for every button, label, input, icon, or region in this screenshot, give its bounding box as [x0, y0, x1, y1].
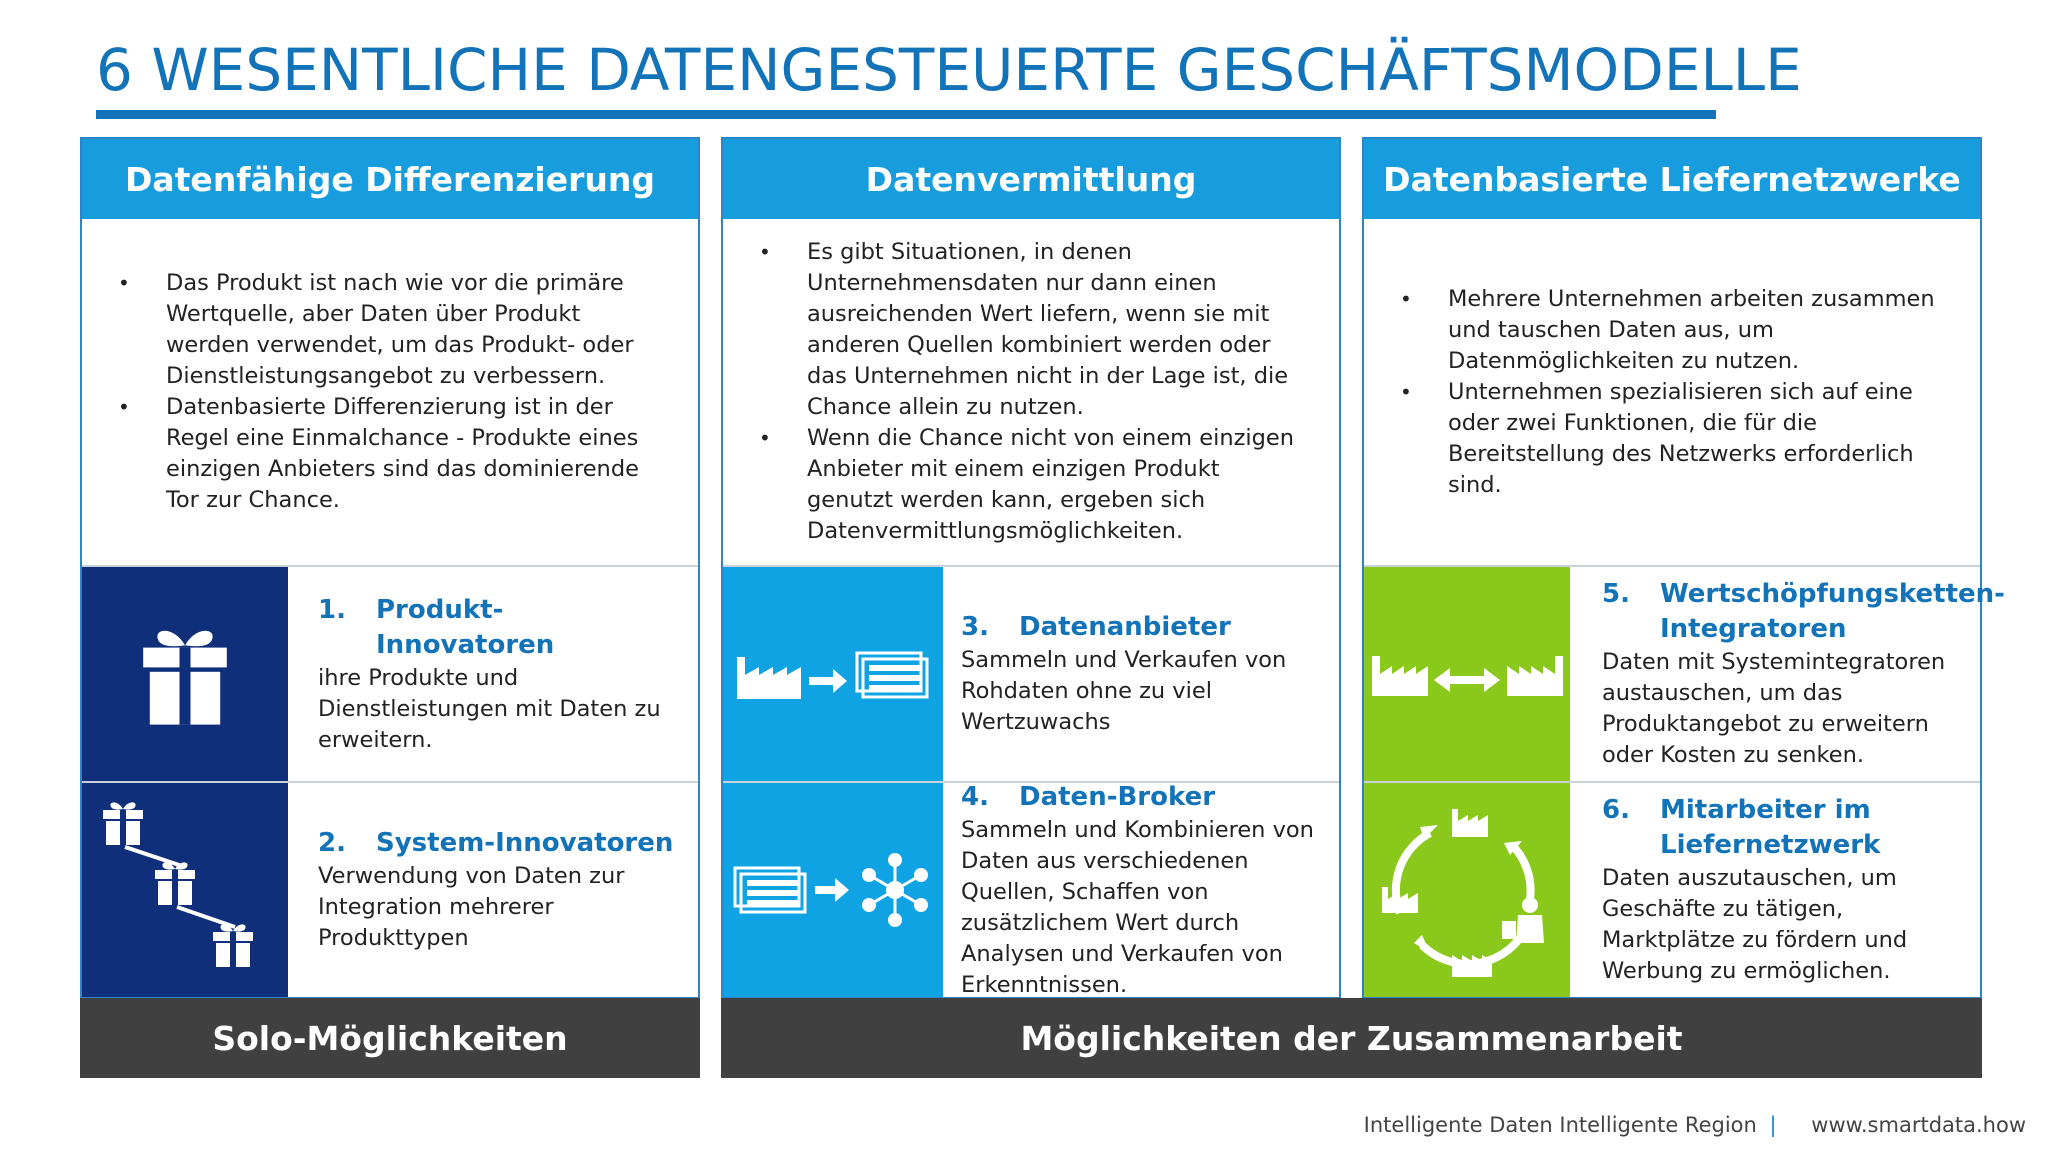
bullet-item: • Das Produkt ist nach wie vor die primäre Wertquelle, aber Daten über Produkt werden verwendet, um das Produkt- oder Dienstleistungsangebot zu verbessern. [118, 268, 658, 392]
title-underline [96, 110, 1716, 119]
bullet-item: • Unternehmen spezialisieren sich auf eine oder zwei Funktionen, die für die Bereitstellung des Netzwerks erforderlich sind. [1400, 377, 1940, 501]
footer-collaboration-bar: Möglichkeiten der Zusammenarbeit [721, 998, 1982, 1078]
model-title: 2. System-Innovatoren [318, 828, 674, 858]
model-row-2 [82, 781, 698, 997]
model-title: 6. Mitarbeiter im Liefernetzwerk [1602, 795, 1881, 860]
model-description: Verwendung von Daten zur Integration mehrerer Produkttypen [318, 863, 625, 951]
model-description: ihre Produkte und Dienstleistungen mit Daten zu erweitern. [318, 664, 661, 753]
bullet-item: • Wenn die Chance nicht von einem einzigen Anbieter mit einem einzigen Produkt genutzt werden kann, ergeben sich Datenvermittlungsmöglichkeiten. [759, 423, 1299, 547]
model-row-3 [723, 565, 1339, 781]
connected-gifts-icon [82, 783, 288, 997]
bullet-item: • Es gibt Situationen, in denen Unternehmensdaten nur dann einen ausreichenden Wert liefern, wenn sie mit anderen Quellen kombiniert werden oder das Unternehmen nicht in der Lage ist, die Chance allein zu nutzen. [759, 237, 1299, 423]
supply-cycle-icon [1364, 783, 1570, 997]
page-title: 6 WESENTLICHE DATENGESTEUERTE GESCHÄFTSMODELLE [96, 36, 1802, 104]
footer-tagline: Intelligente Daten Intelligente Region [1363, 1113, 1757, 1137]
model-row-4 [723, 781, 1339, 997]
column-description [1364, 219, 1980, 565]
model-title: 3. Datenanbieter [961, 612, 1231, 642]
model-title: 4. Daten-Broker [961, 781, 1216, 812]
model-description: Daten mit Systemintegratoren austauschen, um das Produktangebot zu erweitern oder Kosten zu senken. [1602, 649, 1946, 768]
model-description: Sammeln und Verkaufen von Rohdaten ohne zu viel Wertzuwachs [961, 647, 1287, 735]
model-title: 5. Wertschöpfungsketten-Integratoren [1602, 579, 2005, 644]
footer-url[interactable]: www.smartdata.how [1811, 1113, 2026, 1137]
column-header: Datenvermittlung [723, 139, 1339, 219]
data-to-network-icon [723, 783, 943, 997]
model-description: Daten auszutauschen, um Geschäfte zu tätigen, Marktplätze zu fördern und Werbung zu ermöglichen. [1602, 865, 1908, 984]
gift-icon [82, 567, 288, 781]
model-row-1 [82, 565, 698, 781]
footer-solo-bar: Solo-Möglichkeiten [80, 998, 700, 1078]
column-description [723, 219, 1339, 565]
factory-to-data-icon [723, 567, 943, 781]
column-data-differentiation [80, 137, 700, 999]
bullet-item: • Datenbasierte Differenzierung ist in der Regel eine Einmalchance - Produkte eines einzigen Anbieters sind das dominierende Tor zur Chance. [118, 392, 658, 516]
column-data-supply-networks [1362, 137, 2005, 999]
model-description: Sammeln und Kombinieren von Daten aus verschiedenen Quellen, Schaffen von zusätzlichem Wert durch Analysen und Verkaufen von Erkenntnissen. [961, 816, 1314, 998]
model-title: 1. Produkt-Innovatoren [318, 594, 555, 660]
column-header: Datenbasierte Liefernetzwerke [1364, 139, 1980, 219]
column-description [82, 219, 698, 565]
factory-exchange-icon [1364, 567, 1570, 781]
column-data-brokering [721, 137, 1341, 999]
bullet-item: • Mehrere Unternehmen arbeiten zusammen und tauschen Daten aus, um Datenmöglichkeiten zu nutzen. [1400, 284, 1940, 377]
model-row-5 [1364, 565, 2005, 781]
footer-note [1364, 1113, 2026, 1137]
column-header: Datenfähige Differenzierung [82, 139, 698, 219]
footer-separator: | [1769, 1113, 1777, 1137]
model-row-6 [1364, 781, 1980, 997]
